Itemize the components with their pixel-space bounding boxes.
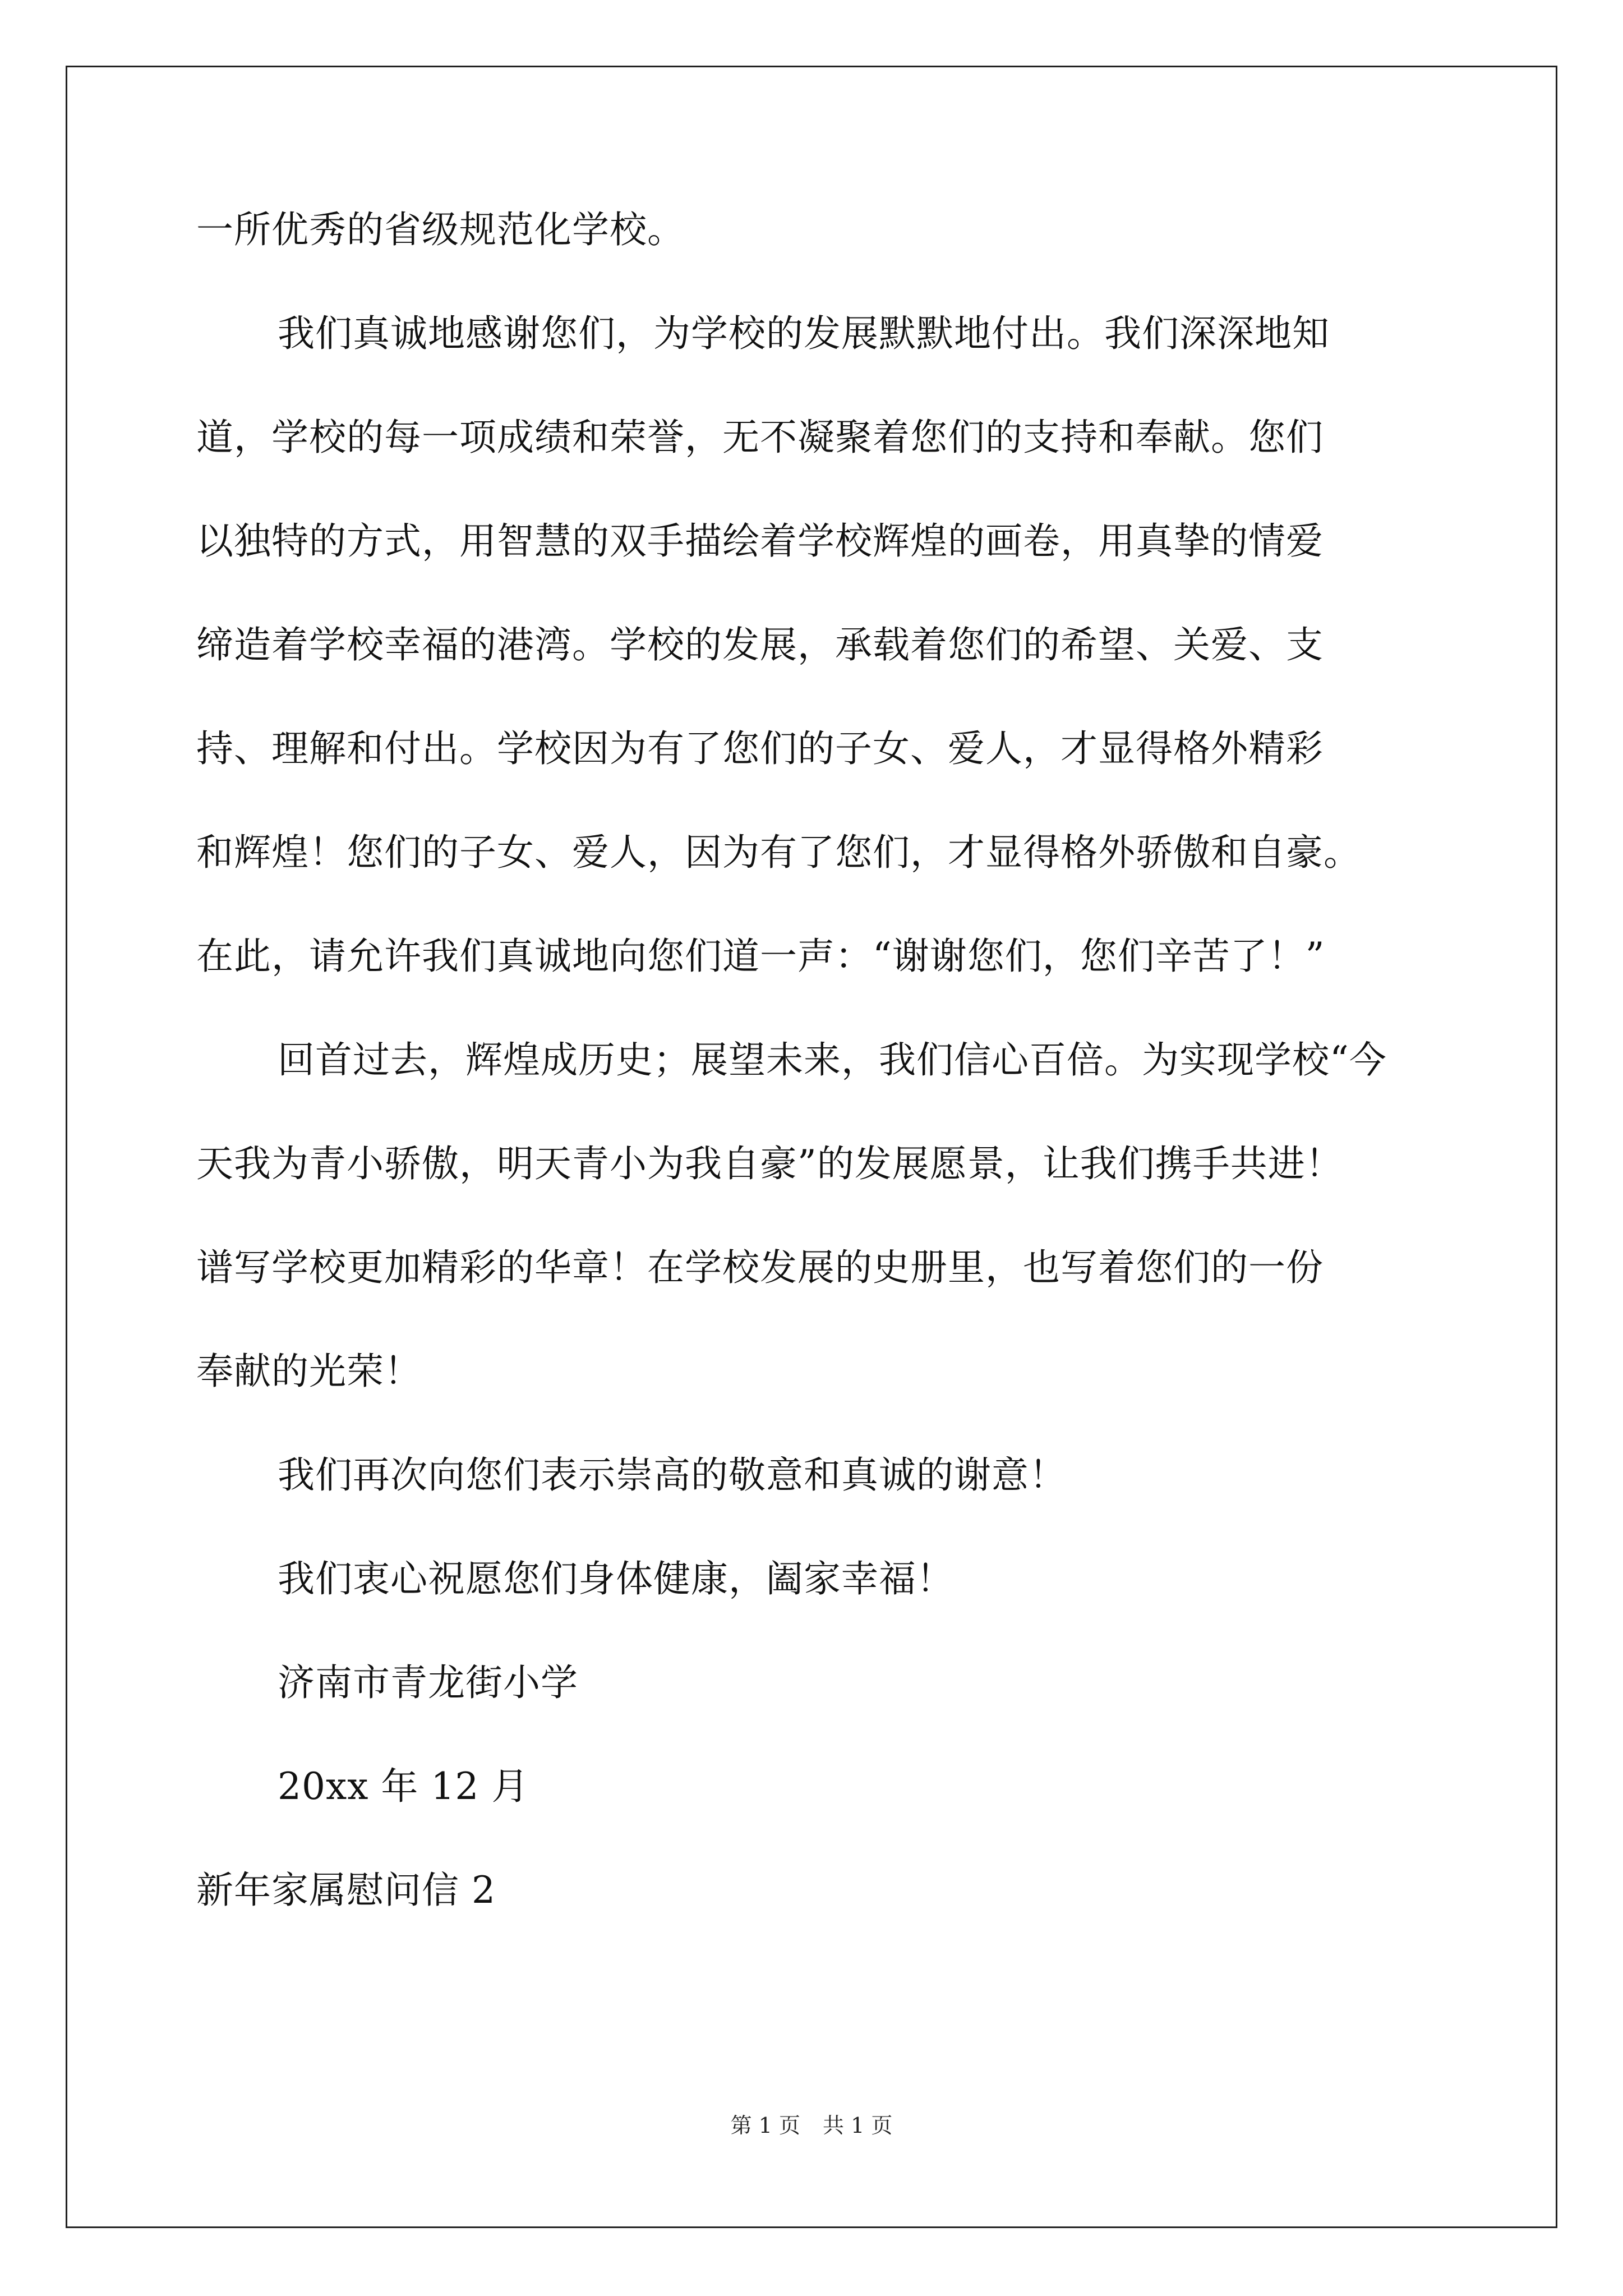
text-line: 天我为青小骄傲，明天青小为我自豪”的发展愿景，让我们携手共进！ xyxy=(196,1142,1343,1185)
text-line: 我们衷心祝愿您们身体健康，阖家幸福！ xyxy=(278,1557,954,1600)
page-number-total: 共 1 页 xyxy=(823,2113,893,2138)
signature-date: 20xx 年 12 月 xyxy=(278,1765,529,1808)
text-line: 道，学校的每一项成绩和荣誉，无不凝聚着您们的支持和奉献。您们 xyxy=(196,416,1324,459)
text-line: 谱写学校更加精彩的华章！在学校发展的史册里，也写着您们的一份 xyxy=(196,1246,1324,1289)
page-number-current: 第 1 页 xyxy=(730,2113,800,2138)
text-line: 在此，请允许我们真诚地向您们道一声：“谢谢您们，您们辛苦了！” xyxy=(196,935,1325,978)
text-line: 和辉煌！您们的子女、爱人，因为有了您们，才显得格外骄傲和自豪。 xyxy=(196,831,1361,874)
page-footer xyxy=(0,2112,1623,2139)
text-line: 我们再次向您们表示崇高的敬意和真诚的谢意！ xyxy=(278,1453,1067,1497)
text-line: 一所优秀的省级规范化学校。 xyxy=(196,208,685,251)
signature-school: 济南市青龙街小学 xyxy=(278,1661,578,1704)
text-line: 我们真诚地感谢您们，为学校的发展默默地付出。我们深深地知 xyxy=(278,312,1330,355)
text-line: 持、理解和付出。学校因为有了您们的子女、爱人，才显得格外精彩 xyxy=(196,727,1324,770)
text-line: 回首过去，辉煌成历史；展望未来，我们信心百倍。为实现学校“今 xyxy=(278,1038,1387,1082)
text-line: 奉献的光荣！ xyxy=(196,1350,422,1393)
text-line: 以独特的方式，用智慧的双手描绘着学校辉煌的画卷，用真挚的情爱 xyxy=(196,519,1324,563)
text-line: 缔造着学校幸福的港湾。学校的发展，承载着您们的希望、关爱、支 xyxy=(196,623,1324,666)
next-letter-title: 新年家属慰问信 2 xyxy=(196,1869,496,1912)
